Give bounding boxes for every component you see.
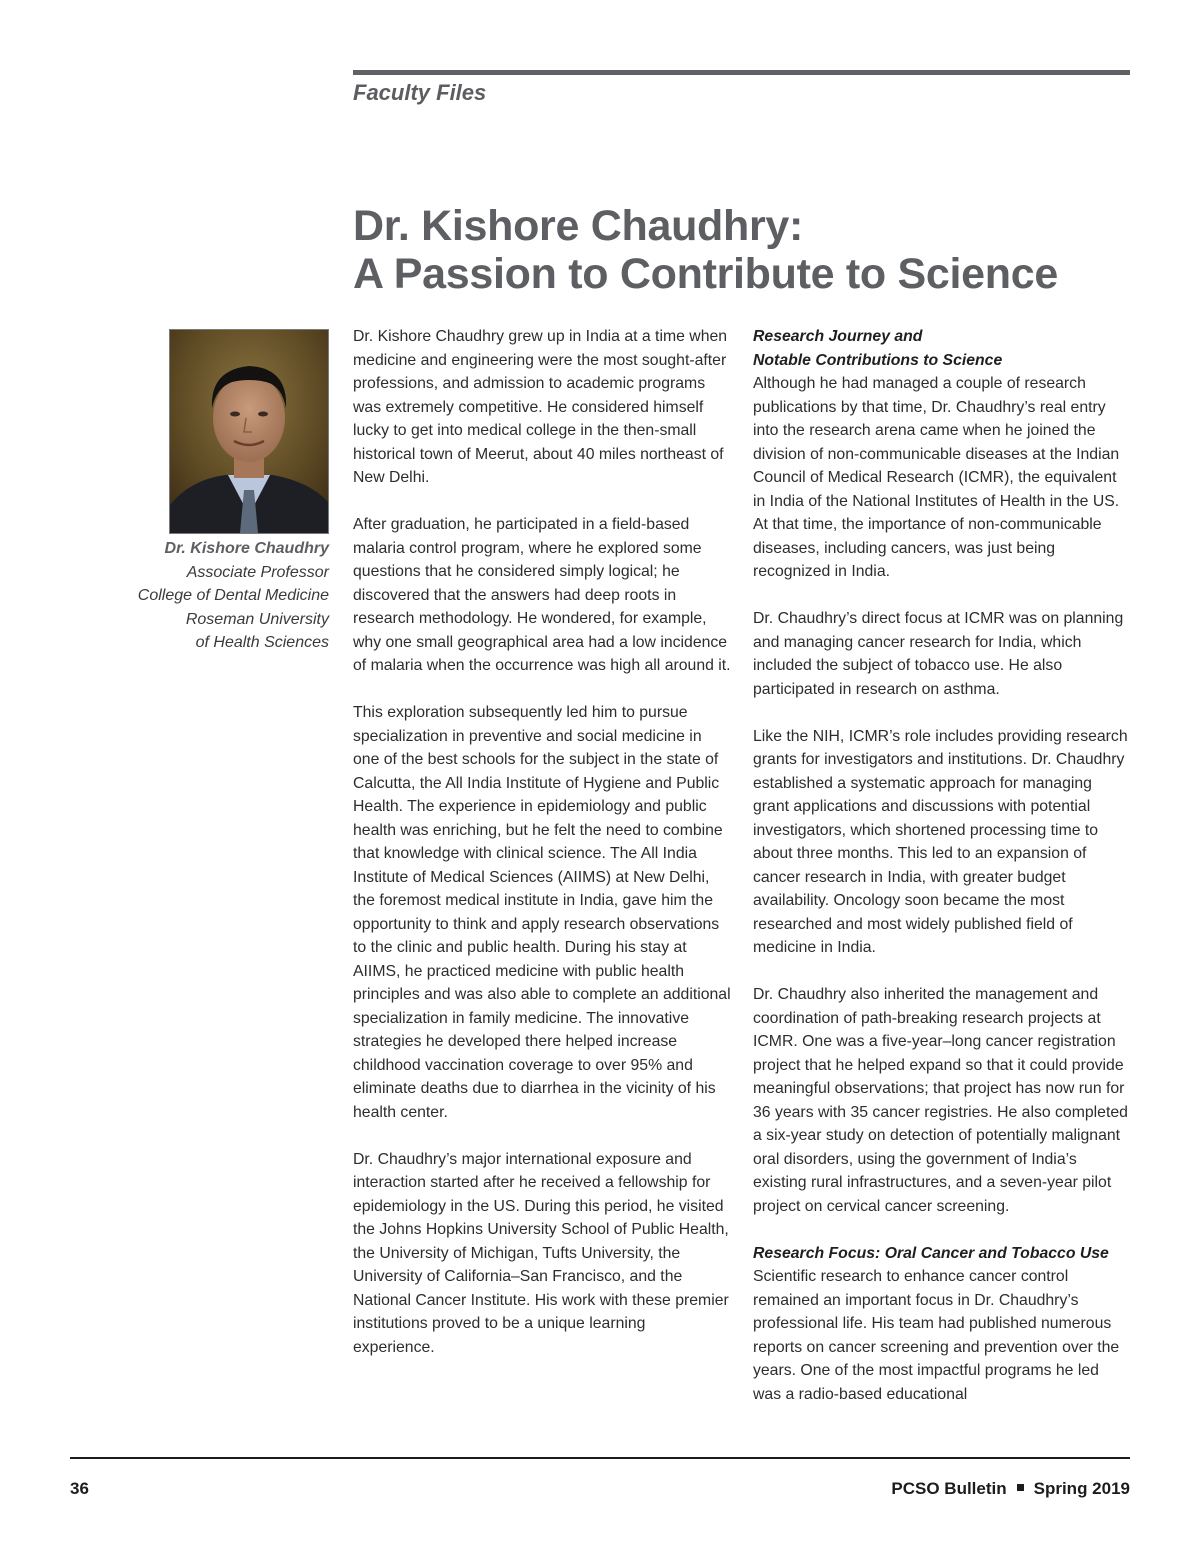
article-title [353, 202, 1133, 298]
article-title-line-1: Dr. Kishore Chaudhry: [353, 202, 804, 250]
caption-university-cont: of Health Sciences [195, 634, 329, 651]
paragraph: Dr. Chaudhry’s direct focus at ICMR was on planning and managing cancer research for India, which included the subject of tobacco use. He also participated in research on asthma. [753, 610, 1124, 698]
caption-college: College of Dental Medicine [137, 587, 329, 604]
subheading-research-focus: Research Focus: Oral Cancer and Tobacco Use [753, 1244, 1109, 1262]
caption-university: Roseman University [185, 610, 329, 628]
section-label: Faculty Files [353, 80, 487, 105]
paragraph: Dr. Chaudhry’s major international exposure and interaction started after he received a fellowship for epidemiology in the US. During this period, he visited the Johns Hopkins University School of Public Health, the University of Michigan, Tufts University, the University of California–San Francisco, and the National Cancer Institute. His work with these premier institutions proved to be a unique learning experience. [353, 1150, 729, 1356]
publication-issue: Spring 2019 [1033, 1479, 1130, 1498]
paragraph: Although he had managed a couple of research publications by that time, Dr. Chaudhry’s real entry into the research arena came when he joined the division of non-communicable diseases at the Indian Council of Medical Research (ICMR), the equivalent in India of the National Institutes of Health in the US. At that time, the importance of non-communicable diseases, including cancers, was just being recognized in India. [753, 375, 1120, 580]
paragraph: Like the NIH, ICMR’s role includes providing research grants for investigators and institutions. Dr. Chaudhry established a systematic approach for managing grant applications and discussions with potential investigators, which shortened processing time to about three months. This led to an expansion of cancer research in India, with greater budget availability. Oncology soon became the most researched and most widely published field of medicine in India. [753, 727, 1128, 956]
body-column-2 [753, 325, 1131, 1430]
article-title-line-2: A Passion to Contribute to Science [353, 250, 1058, 298]
publication-name: PCSO Bulletin [891, 1479, 1007, 1498]
paragraph: Dr. Chaudhry also inherited the management and coordination of path-breaking research projects at ICMR. One was a five-year–long cancer registration project that he helped expand so that it could provide meaningful observations; that project has now run for 36 years with 35 cancer registries. He also completed a six-year study on detection of potentially malignant oral disorders, using the government of India’s existing rural infrastructures, and a seven-year pilot project on cervical cancer screening. [753, 986, 1128, 1215]
portrait-photo [169, 329, 329, 534]
paragraph: Dr. Kishore Chaudhry grew up in India at a time when medicine and engineering were the most sought-after professions, and admission to academic programs was extremely competitive. He considered himself lucky to get into medical college in the then-small historical town of Meerut, about 40 miles northeast of New Delhi. [353, 328, 728, 486]
paragraph: After graduation, he participated in a field-based malaria control program, where he explored some questions that he considered simply logical; he discovered that the answers had deep roots in research methodology. He wondered, for example, why one small geographical area had a low incidence of malaria when the occurrence was high all around it. [353, 516, 731, 674]
page-number: 36 [70, 1479, 89, 1498]
paragraph: Scientific research to enhance cancer control remained an important focus in Dr. Chaudhry’s professional life. His team had published numerous reports on cancer screening and prevention over the years. One of the most impactful programs he led was a radio-based educational [753, 1268, 1120, 1403]
publication-footer [891, 1479, 1130, 1499]
photo-caption [80, 537, 329, 655]
subheading-research-journey: Research Journey and [753, 328, 923, 345]
subheading-research-journey-cont: Notable Contributions to Science [753, 351, 1003, 369]
body-column-1 [353, 325, 731, 1383]
caption-title: Associate Professor [186, 563, 329, 581]
footer-rule [70, 1457, 1130, 1459]
paragraph: This exploration subsequently led him to pursue specialization in preventive and social medicine in one of the best schools for the subject in the state of Calcutta, the All India Institute of Hygiene and Public Health. The experience in epidemiology and public health was enriching, but he felt the need to combine that knowledge with clinical science. The All India Institute of Medical Sciences (AIIMS) at New Delhi, the foremost medical institute in India, gave him the opportunity to think and apply research observations to the clinic and public health. During his stay at AIIMS, he practiced medicine with public health principles and was also able to complete an additional specialization in family medicine. The innovative strategies he developed there helped increase childhood vaccination coverage to over 95% and eliminate deaths due to diarrhea in the vicinity of his health center. [353, 704, 731, 1121]
separator-square-icon [1017, 1484, 1024, 1491]
top-rule [353, 70, 1130, 75]
caption-name: Dr. Kishore Chaudhry [164, 540, 329, 557]
